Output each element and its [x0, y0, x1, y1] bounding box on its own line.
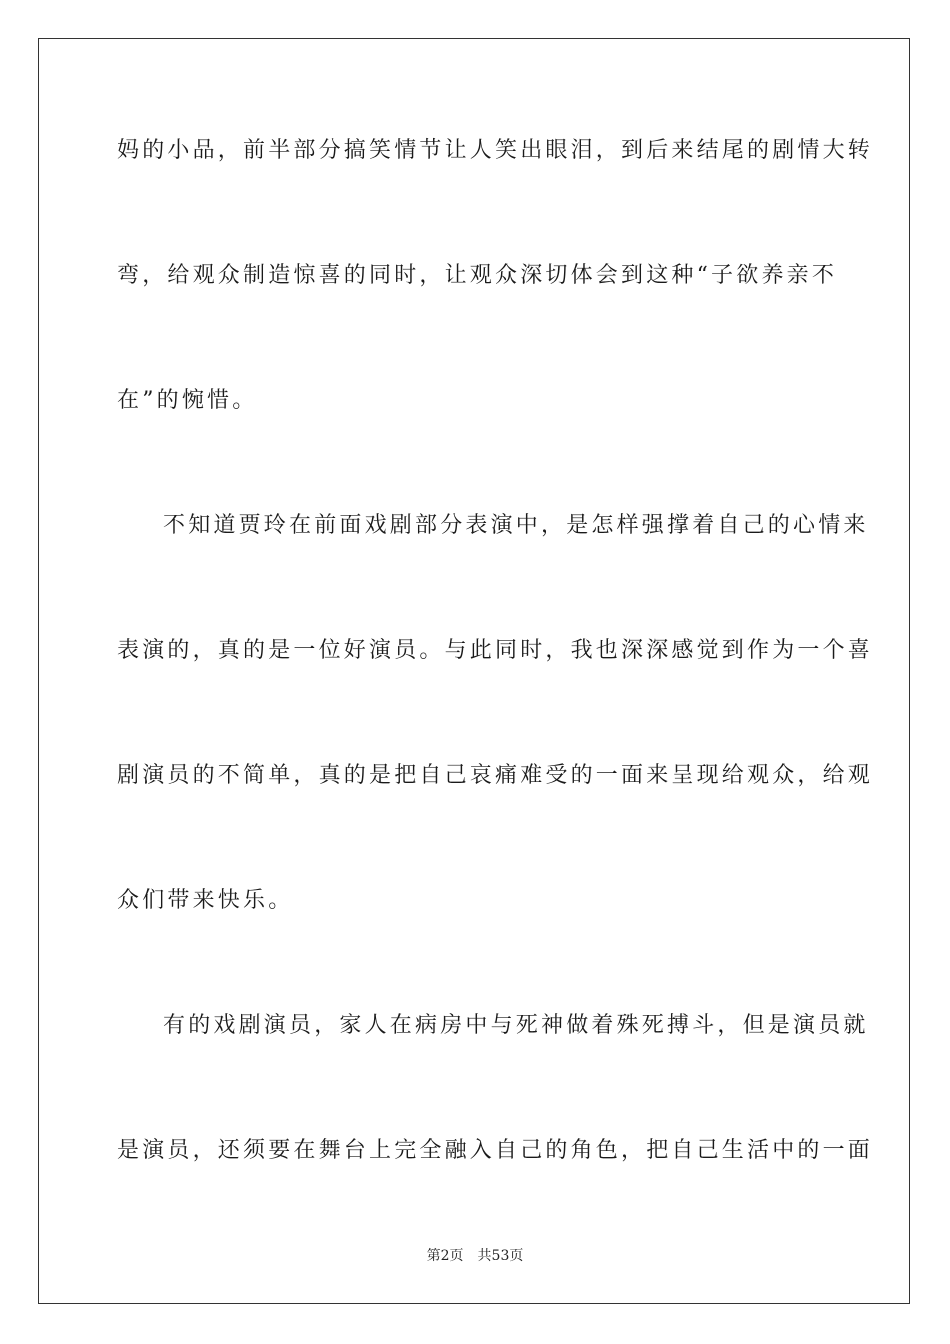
text-line-3: 在”的惋惜。	[117, 388, 258, 413]
text-line-6: 剧演员的不简单，真的是把自己哀痛难受的一面来呈现给观众，给观	[117, 763, 874, 788]
page-number-total: 共53页	[477, 1248, 524, 1264]
text-line-9: 是演员，还须要在舞台上完全融入自己的角色，把自己生活中的一面	[117, 1138, 874, 1163]
text-line-8-paragraph-start: 有的戏剧演员，家人在病房中与死神做着殊死搏斗，但是演员就	[163, 1013, 869, 1038]
text-line-5: 表演的，真的是一位好演员。与此同时，我也深深感觉到作为一个喜	[117, 638, 874, 663]
text-line-1: 妈的小品，前半部分搞笑情节让人笑出眼泪，到后来结尾的剧情大转	[117, 138, 874, 163]
page-border	[38, 38, 910, 1304]
page-footer	[0, 1246, 950, 1266]
text-line-2: 弯，给观众制造惊喜的同时，让观众深切体会到这种“子欲养亲不	[117, 263, 838, 288]
text-line-7: 众们带来快乐。	[117, 888, 294, 913]
text-line-4-paragraph-start: 不知道贾玲在前面戏剧部分表演中，是怎样强撑着自己的心情来	[163, 513, 869, 538]
page-number-current: 第2页	[426, 1248, 464, 1264]
